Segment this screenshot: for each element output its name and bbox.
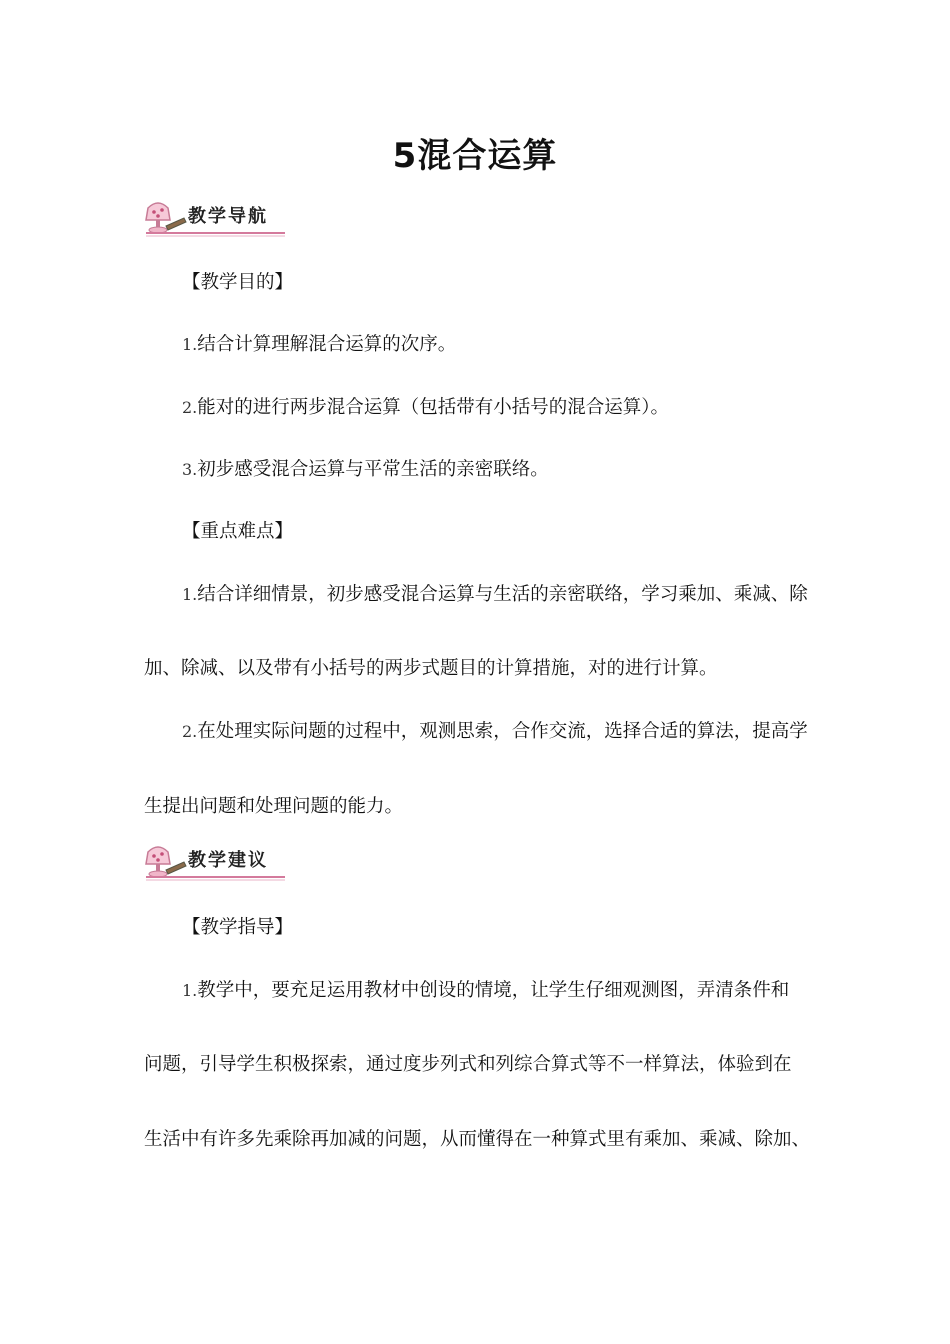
item-number: 1. xyxy=(182,585,198,604)
guidance-item-line xyxy=(182,979,789,1003)
section-badge-label: 教学导航 xyxy=(188,206,268,227)
guidance-item-continuation: 问题，引导学生积极探索，通过度步列式和列综合算式等不一样算法，体验到在 xyxy=(144,1054,792,1075)
objective-item xyxy=(182,396,669,420)
item-number: 1. xyxy=(182,335,198,354)
objective-item xyxy=(182,458,549,482)
section-badge-advice xyxy=(140,840,290,882)
keypoint-item-line xyxy=(182,720,808,744)
item-text: 结合详细情景，初步感受混合运算与生活的亲密联络，学习乘加、乘减、除 xyxy=(197,584,808,605)
item-text: 结合计算理解混合运算的次序。 xyxy=(197,334,457,355)
item-number: 1. xyxy=(182,981,198,1000)
keypoint-item-continuation: 生提出问题和处理问题的能力。 xyxy=(144,796,404,817)
page-title: 5混合运算 xyxy=(392,136,558,176)
item-number: 2. xyxy=(182,398,198,417)
item-text: 在处理实际问题的过程中，观测思索，合作交流，选择合适的算法，提高学 xyxy=(197,721,808,742)
guidance-item-continuation: 生活中有许多先乘除再加减的问题，从而懂得在一种算式里有乘加、乘减、除加、 xyxy=(144,1129,811,1150)
objective-item xyxy=(182,333,456,357)
item-text: 初步感受混合运算与平常生活的亲密联络。 xyxy=(197,459,549,480)
keypoint-item-line xyxy=(182,583,808,607)
keypoint-item-continuation: 加、除减、以及带有小括号的两步式题目的计算措施，对的进行计算。 xyxy=(144,658,718,679)
section-badge-nav xyxy=(140,196,290,238)
objectives-heading: 【教学目的】 xyxy=(182,272,294,293)
item-text: 教学中，要充足运用教材中创设的情境，让学生仔细观测图，弄清条件和 xyxy=(197,980,790,1001)
item-text: 能对的进行两步混合运算（包括带有小括号的混合运算）。 xyxy=(197,397,670,418)
guidance-heading: 【教学指导】 xyxy=(182,917,294,938)
item-number: 2. xyxy=(182,722,198,741)
keypoints-heading: 【重点难点】 xyxy=(182,521,294,542)
item-number: 3. xyxy=(182,460,198,479)
section-badge-label: 教学建议 xyxy=(188,850,268,871)
